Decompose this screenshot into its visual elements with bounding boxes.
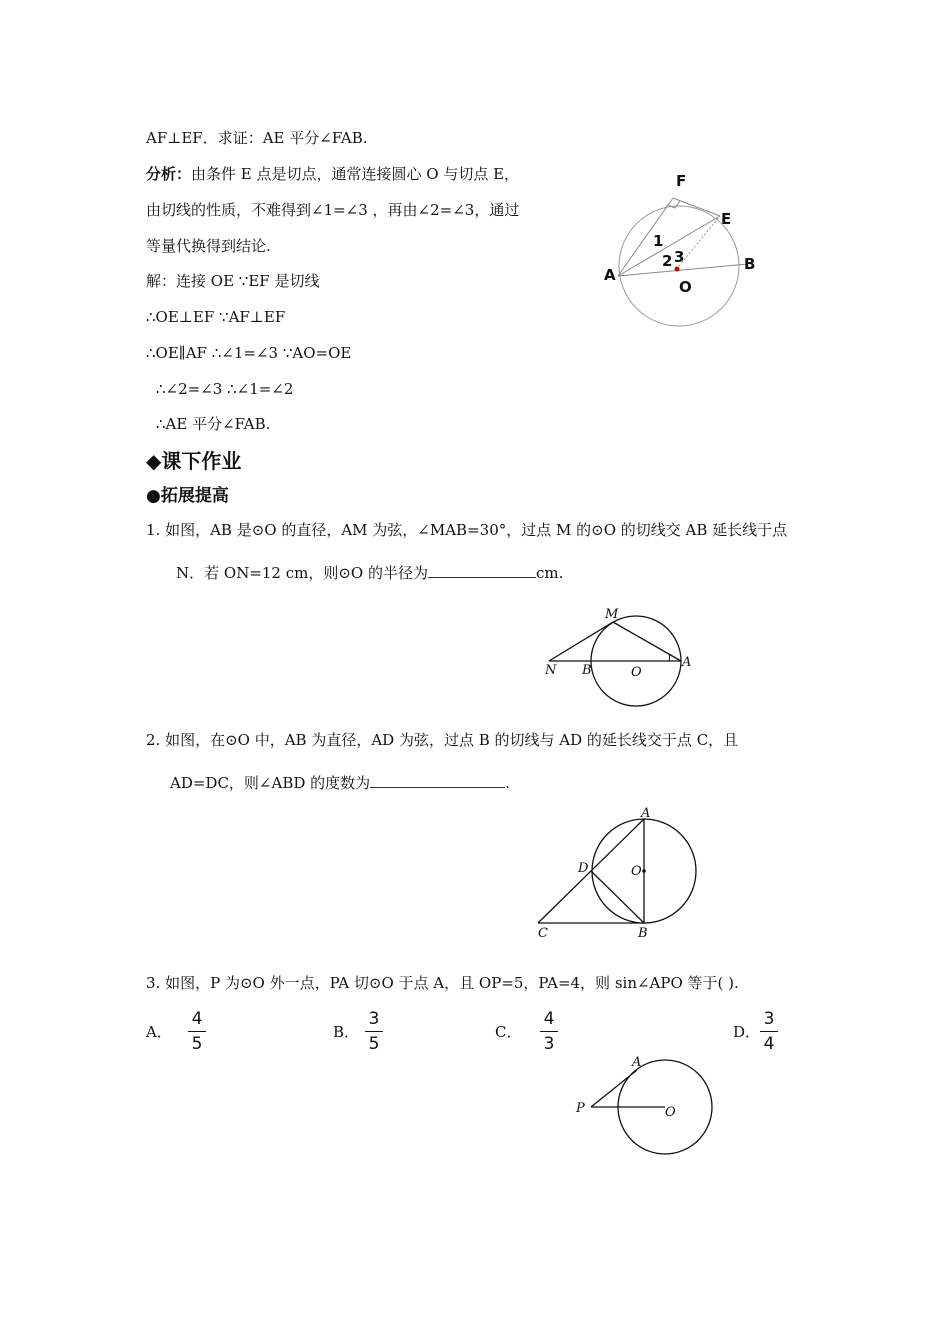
q1-chord-am bbox=[613, 622, 681, 661]
q3-option-b-num: 3 bbox=[368, 1009, 380, 1029]
q3-option-a-label: A． bbox=[146, 1023, 172, 1041]
q3-option-c-num: 4 bbox=[543, 1009, 555, 1029]
q1-label-o: O bbox=[631, 665, 642, 680]
solution-line-2: ∴OE⊥EF ∵AF⊥EF bbox=[146, 308, 286, 326]
q3-option-b-label: B． bbox=[333, 1023, 360, 1041]
q3-tangent-pa bbox=[591, 1070, 637, 1107]
q2-label-b: B bbox=[638, 926, 648, 941]
label-o: O bbox=[679, 278, 692, 296]
q3-option-c-label: C． bbox=[495, 1023, 522, 1041]
q2-line-2 bbox=[170, 773, 510, 793]
q3-option-d-label: D． bbox=[733, 1023, 761, 1041]
q1-label-m: M bbox=[605, 607, 619, 622]
q1-figure bbox=[535, 600, 705, 710]
q2-answer-blank bbox=[370, 773, 505, 788]
analysis-line-3: 等量代换得到结论. bbox=[146, 237, 271, 255]
line-oe bbox=[679, 216, 720, 266]
line-fe bbox=[673, 198, 720, 216]
q2-line-1: 2. 如图，在⊙O 中，AB 为直径，AD 为弦，过点 B 的切线与 AD 的延长线交于点 C，且 bbox=[146, 731, 739, 749]
q1-line-2 bbox=[176, 563, 563, 583]
q3-option-d-num: 3 bbox=[763, 1009, 775, 1029]
q2-figure bbox=[530, 805, 710, 940]
q1-line-2-text: N．若 ON=12 cm，则⊙O 的半径为 bbox=[176, 564, 428, 582]
center-point bbox=[675, 267, 680, 272]
q3-option-b-den: 5 bbox=[368, 1034, 380, 1054]
section-title: ◆课下作业 bbox=[146, 449, 242, 473]
solution-line-4: ∴∠2=∠3 ∴∠1=∠2 bbox=[156, 380, 294, 398]
q1-angle-mark bbox=[669, 654, 670, 661]
q2-center bbox=[642, 869, 646, 873]
label-angle-3: 3 bbox=[674, 248, 685, 266]
q3-option-c-den: 3 bbox=[543, 1034, 555, 1054]
q1-tangent-nm bbox=[549, 622, 613, 661]
label-a: A bbox=[604, 266, 616, 284]
analysis-line-1 bbox=[146, 164, 519, 184]
q1-label-a: A bbox=[682, 655, 692, 670]
solution-line-5: ∴AE 平分∠FAB. bbox=[156, 415, 271, 433]
fraction-bar bbox=[760, 1031, 778, 1032]
q1-line-1: 1. 如图，AB 是⊙O 的直径，AM 为弦，∠MAB=30°，过点 M 的⊙O 的切线交 AB 延长线于点 bbox=[146, 521, 788, 539]
q2-line-2-end: . bbox=[505, 774, 510, 792]
q1-line-2-unit: cm. bbox=[536, 564, 564, 582]
label-e: E bbox=[721, 210, 732, 228]
analysis-text-1: 由条件 E 点是切点，通常连接圆心 O 与切点 E， bbox=[191, 165, 520, 183]
q3-option-d-den: 4 bbox=[763, 1034, 775, 1054]
q2-label-o: O bbox=[631, 864, 642, 879]
q3-option-d-fraction bbox=[760, 1009, 778, 1054]
q2-line-2-text: AD=DC，则∠ABD 的度数为 bbox=[170, 774, 371, 792]
q3-option-c-fraction bbox=[540, 1009, 558, 1054]
label-b: B bbox=[744, 255, 756, 273]
q1-label-n: N bbox=[545, 663, 557, 678]
q3-option-a-fraction bbox=[188, 1009, 206, 1054]
q2-label-d: D bbox=[578, 861, 589, 876]
analysis-label: 分析： bbox=[146, 165, 192, 183]
analysis-line-2: 由切线的性质，不难得到∠1=∠3 ，再由∠2=∠3，通过 bbox=[146, 201, 520, 219]
solution-line-3: ∴OE∥AF ∴∠1=∠3 ∵AO=OE bbox=[146, 344, 352, 362]
fraction-bar bbox=[365, 1031, 383, 1032]
q2-label-a: A bbox=[641, 806, 651, 821]
q2-label-c: C bbox=[538, 926, 548, 941]
fraction-bar bbox=[540, 1031, 558, 1032]
label-angle-2: 2 bbox=[662, 252, 673, 270]
q3-label-p: P bbox=[576, 1101, 585, 1116]
q3-option-a-num: 4 bbox=[191, 1009, 203, 1029]
fraction-bar bbox=[188, 1031, 206, 1032]
example-figure bbox=[596, 168, 766, 338]
q3-line-1: 3. 如图，P 为⊙O 外一点，PA 切⊙O 于点 A，且 OP=5，PA=4，则 sin∠APO 等于( ). bbox=[146, 974, 739, 992]
q1-answer-blank bbox=[428, 563, 536, 578]
label-f: F bbox=[676, 172, 687, 190]
q3-label-o: O bbox=[665, 1105, 676, 1120]
q3-figure bbox=[572, 1050, 722, 1155]
section-subtitle: ●拓展提高 bbox=[146, 486, 229, 506]
q3-label-a: A bbox=[632, 1055, 642, 1070]
solution-line-1: 解：连接 OE ∵EF 是切线 bbox=[146, 272, 320, 290]
q1-label-b: B bbox=[582, 663, 592, 678]
example-line-0: AF⊥EF．求证：AE 平分∠FAB. bbox=[146, 129, 368, 147]
label-angle-1: 1 bbox=[653, 232, 664, 250]
q3-option-a-den: 5 bbox=[191, 1034, 203, 1054]
q3-option-b-fraction bbox=[365, 1009, 383, 1054]
